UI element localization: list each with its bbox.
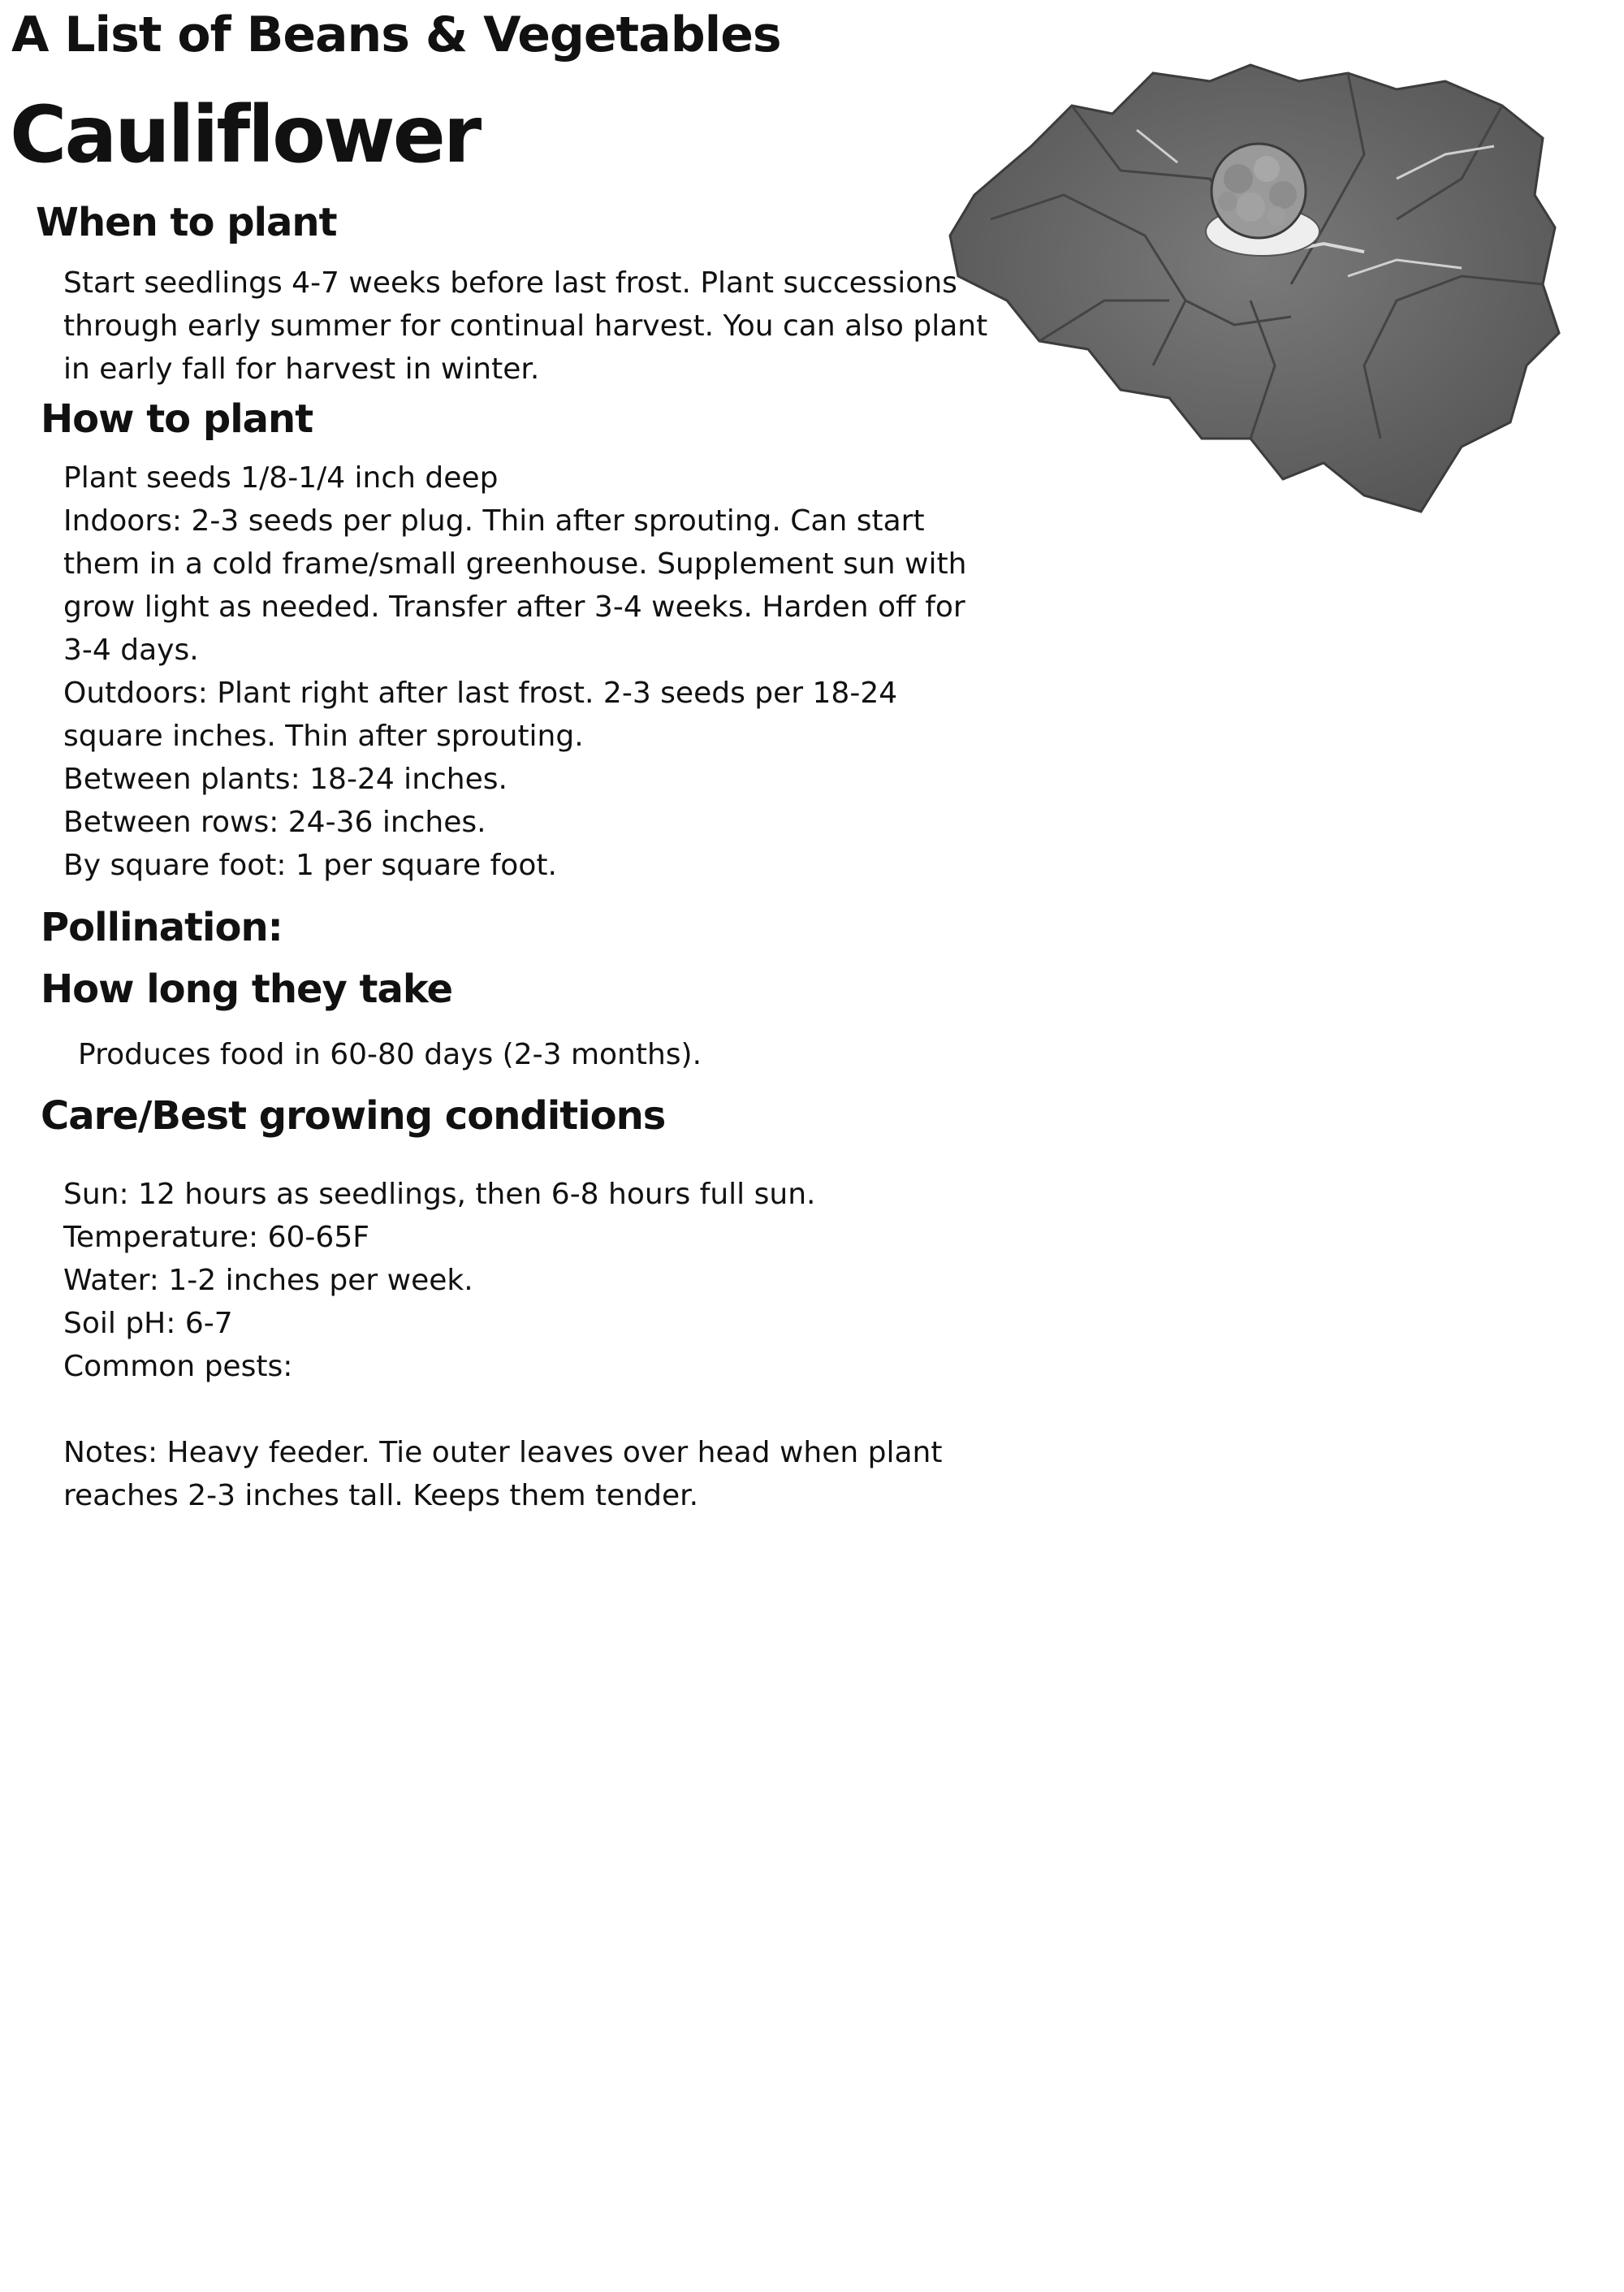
text-line: grow light as needed. Transfer after 3-4 weeks. Harden off for bbox=[63, 590, 965, 624]
how-long-text bbox=[78, 1033, 702, 1076]
care-text bbox=[63, 1173, 942, 1517]
text-line: Outdoors: Plant right after last frost. 2-3 seeds per 18-24 bbox=[63, 677, 898, 710]
text-line: through early summer for continual harvest. You can also plant bbox=[63, 309, 988, 343]
how-long-heading: How long they take bbox=[41, 967, 453, 1012]
text-line: square inches. Thin after sprouting. bbox=[63, 720, 584, 753]
cauliflower-leaves bbox=[950, 65, 1559, 512]
document-title: A List of Beans & Vegetables bbox=[11, 6, 781, 63]
text-line: Water: 1-2 inches per week. bbox=[63, 1264, 473, 1297]
text-line: Indoors: 2-3 seeds per plug. Thin after sprouting. Can start bbox=[63, 504, 925, 538]
text-line: in early fall for harvest in winter. bbox=[63, 352, 540, 386]
plant-name: Cauliflower bbox=[10, 89, 480, 180]
how-to-plant-heading: How to plant bbox=[41, 396, 313, 442]
text-line: 3-4 days. bbox=[63, 634, 199, 667]
text-line bbox=[63, 1388, 942, 1431]
pollination-heading: Pollination: bbox=[41, 905, 283, 950]
text-line: Common pests: bbox=[63, 1350, 293, 1383]
text-line: them in a cold frame/small greenhouse. Supplement sun with bbox=[63, 547, 967, 581]
text-line: Start seedlings 4-7 weeks before last frost. Plant successions bbox=[63, 266, 957, 300]
text-line: Between plants: 18-24 inches. bbox=[63, 763, 508, 796]
cauliflower-illustration-icon bbox=[942, 57, 1567, 528]
care-heading: Care/Best growing conditions bbox=[41, 1093, 666, 1139]
text-line: Notes: Heavy feeder. Tie outer leaves over head when plant bbox=[63, 1436, 943, 1469]
text-line: Between rows: 24-36 inches. bbox=[63, 806, 486, 839]
text-line: By square foot: 1 per square foot. bbox=[63, 849, 557, 882]
text-line: Plant seeds 1/8-1/4 inch deep bbox=[63, 461, 499, 495]
cauliflower-curd bbox=[1212, 144, 1306, 238]
text-line: reaches 2-3 inches tall. Keeps them tender. bbox=[63, 1479, 699, 1512]
text-line: Produces food in 60-80 days (2-3 months). bbox=[78, 1038, 702, 1071]
text-line: Sun: 12 hours as seedlings, then 6-8 hours full sun. bbox=[63, 1178, 816, 1211]
text-line: Soil pH: 6-7 bbox=[63, 1307, 233, 1340]
text-line: Temperature: 60-65F bbox=[63, 1221, 369, 1254]
when-to-plant-text bbox=[63, 262, 987, 391]
how-to-plant-text bbox=[63, 456, 966, 887]
when-to-plant-heading: When to plant bbox=[36, 200, 337, 245]
